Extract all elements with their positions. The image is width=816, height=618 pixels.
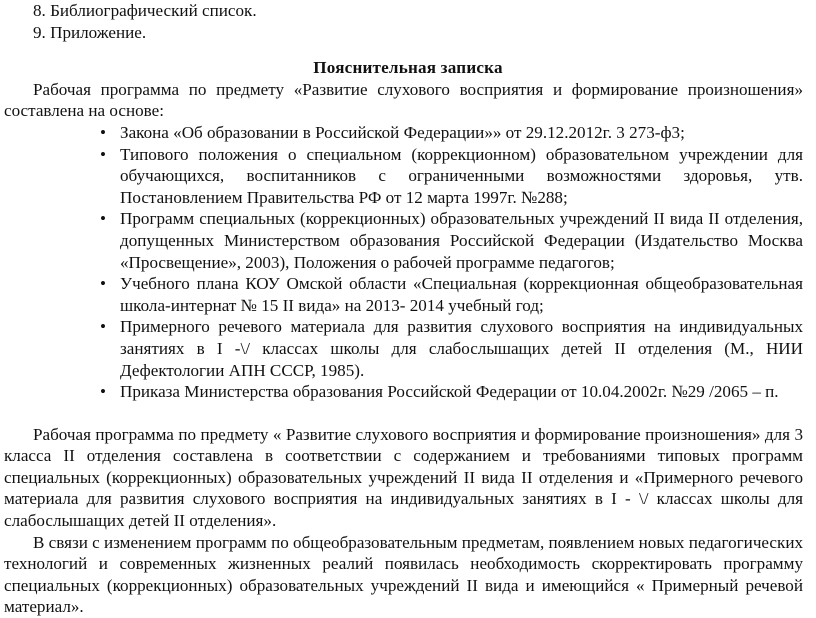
list-item: [100, 144, 803, 209]
list-item: [100, 273, 803, 316]
bullet-dot-icon: •: [100, 209, 106, 229]
list-item-text: Закона «Об образовании в Российской Федерации»» от 29.12.2012г. 3 273-ф3;: [120, 122, 685, 142]
bullet-dot-icon: •: [100, 317, 106, 337]
bullet-dot-icon: •: [100, 144, 106, 164]
list-item-text: Типового положения о специальном (коррекционном) образовательном учреждении для обучающихся, воспитанников с ограниченными возможностями здоровья, утв. Постановлением Правительства РФ от 12 марта 1997г. №288;: [120, 144, 803, 207]
contents-item-8: 8. Библиографический список.: [33, 1, 257, 20]
basis-list: [0, 122, 816, 403]
list-item-text: Программ специальных (коррекционных) образовательных учреждений II вида II отделения, допущенных Министерством образования Российской Федерации (Издательство Москва «Просвещение», 2003), Положения о рабочей программе педагогов;: [120, 209, 803, 272]
bullet-dot-icon: •: [100, 122, 106, 142]
list-item: [100, 381, 803, 403]
body-paragraph: В связи с изменением программ по общеобразовательным предметам, появлением новых педагогических технологий и современных жизненных реалий появилась необходимость скорректировать программу специальных (коррекционных) образовательных учреждений II вида и имеющийся « Примерный речевой материал».: [4, 532, 804, 617]
list-item-text: Приказа Министерства образования Российской Федерации от 10.04.2002г. №29 /2065 – п.: [120, 382, 779, 402]
section-title: Пояснительная записка: [313, 58, 503, 78]
bullet-dot-icon: •: [100, 274, 106, 294]
list-item: [100, 316, 803, 381]
body-paragraph: Рабочая программа по предмету « Развитие слухового восприятия и формирование произношения» для 3 класса II отделения составлена в соответствии с содержанием и требованиями типовых программ специальных (коррекционных) образовательных учреждений II вида II отделения и «Примерного речевого материала для развития слухового восприятия на индивидуальных занятиях в I - \/ классах школы для слабослышащих детей II отделения».: [4, 424, 803, 531]
bullet-dot-icon: •: [100, 382, 106, 402]
intro-paragraph: Рабочая программа по предмету «Развитие слухового восприятия и формирование произношения» составлена на основе:: [4, 79, 803, 121]
list-item: [100, 122, 803, 144]
list-item-text: Примерного речевого материала для развития слухового восприятия на индивидуальных занятиях в I -\/ классах школы для слабослышащих детей II отделения (М., НИИ Дефектологии АПН СССР, 1985).: [120, 317, 803, 380]
list-item: [100, 208, 803, 273]
contents-list: [0, 0, 816, 43]
contents-item-9: 9. Приложение.: [33, 22, 147, 42]
list-item-text: Учебного плана КОУ Омской области «Специальная (коррекционная общеобразовательная школа-интернат № 15 II вида» на 2013- 2014 учебный год;: [120, 274, 803, 315]
paragraph-spacer: [0, 403, 816, 424]
